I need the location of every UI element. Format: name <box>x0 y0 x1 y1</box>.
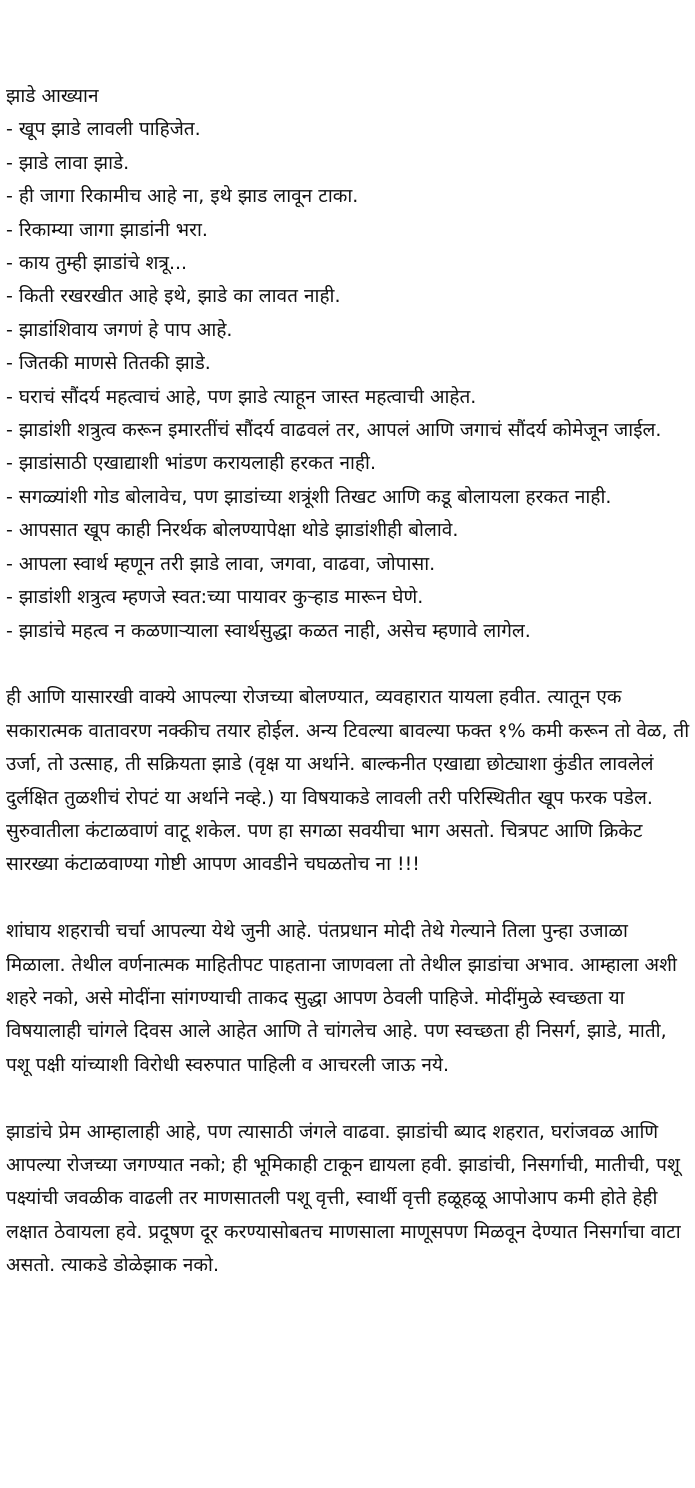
list-item: - आपसात खूप काही निरर्थक बोलण्यापेक्षा थोडे झाडांशीही बोलावे. <box>6 519 459 542</box>
list-item: - जितकी माणसे तितकी झाडे. <box>6 352 211 375</box>
list-item: - ही जागा रिकामीच आहे ना, इथे झाड लावून टाका. <box>6 185 359 208</box>
tree-slogan-list <box>6 113 690 648</box>
list-item: - झाडांशिवाय जगणं हे पाप आहे. <box>6 318 233 341</box>
list-item: - झाडांशी शत्रुत्व करून इमारतींचं सौंदर्य वाढवलं तर, आपलं आणि जगाचं सौंदर्य कोमेजून जाईल. <box>6 419 662 442</box>
list-item: - किती रखरखीत आहे इथे, झाडे का लावत नाही. <box>6 285 341 308</box>
list-item: - रिकाम्या जागा झाडांनी भरा. <box>6 218 208 241</box>
article-title: झाडे आख्यान <box>6 85 99 107</box>
paragraph-spacer <box>6 882 690 915</box>
list-item: - झाडांचे महत्व न कळणाऱ्याला स्वार्थसुद्धा कळत नाही, असेच म्हणावे लागेल. <box>6 619 531 642</box>
list-item: - झाडांसाठी एखाद्याशी भांडण करायलाही हरकत नाही. <box>6 452 376 475</box>
list-item: - झाडांशी शत्रुत्व म्हणजे स्वत:च्या पायावर कुऱ्हाड मारून घेणे. <box>6 586 424 609</box>
paragraph-spacer <box>6 648 690 681</box>
list-item: - घराचं सौंदर्य महत्वाचं आहे, पण झाडे त्याहून जास्त महत्वाची आहेत. <box>6 385 477 408</box>
paragraph-daily-speech: ही आणि यासारखी वाक्ये आपल्या रोजच्या बोलण्यात, व्यवहारात यायला हवीत. त्यातून एक सकारात्मक वातावरण नक्कीच तयार होईल. अन्य टिवल्या बावल्या फक्त १% कमी करून तो वेळ, ती उर्जा, तो उत्साह, ती सक्रियता झाडे (वृक्ष या अर्थाने. बाल्कनीत एखाद्या छोट्याशा कुंडीत लावलेलं दुर्लक्षित तुळशीचं रोपटं या अर्थाने नव्हे.) या विषयाकडे लावली तरी परिस्थितीत खूप फरक पडेल. सुरुवातीला कंटाळवाणं वाटू शकेल. पण हा सगळा सवयीचा भाग असतो. चित्रपट आणि क्रिकेट सारख्या कंटाळवाण्या गोष्टी आपण आवडीने चघळतोच ना !!! <box>6 686 690 876</box>
article <box>6 80 690 1283</box>
list-item: - खूप झाडे लावली पाहिजेत. <box>6 118 201 141</box>
list-item: - झाडे लावा झाडे. <box>6 151 130 174</box>
list-item: - आपला स्वार्थ म्हणून तरी झाडे लावा, जगवा, वाढवा, जोपासा. <box>6 552 436 575</box>
paragraph-spacer <box>6 1082 690 1115</box>
paragraph-love-of-trees: झाडांचे प्रेम आम्हालाही आहे, पण त्यासाठी जंगले वाढवा. झाडांची ब्याद शहरात, घरांजवळ आणि आपल्या रोजच्या जगण्यात नको; ही भूमिकाही टाकून द्यायला हवी. झाडांची, निसर्गाची, मातीची, पशू पक्ष्यांची जवळीक वाढली तर माणसातली पशू वृत्ती, स्वार्थी वृत्ती हळूहळू आपोआप कमी होते हेही लक्षात ठेवायला हवे. प्रदूषण दूर करण्यासोबतच माणसाला माणूसपण मिळवून देण्यात निसर्गाचा वाटा असतो. त्याकडे डोळेझाक नको. <box>6 1120 681 1277</box>
paragraph-shanghai: शांघाय शहराची चर्चा आपल्या येथे जुनी आहे. पंतप्रधान मोदी तेथे गेल्याने तिला पुन्हा उजाळा मिळाला. तेथील वर्णनात्मक माहितीपट पाहताना जाणवला तो तेथील झाडांचा अभाव. आम्हाला अशी शहरे नको, असे मोदींना सांगण्याची ताकद सुद्धा आपण ठेवली पाहिजे. मोदींमुळे स्वच्छता या विषयालाही चांगले दिवस आले आहेत आणि ते चांगलेच आहे. पण स्वच्छता ही निसर्ग, झाडे, माती, पशू पक्षी यांच्याशी विरोधी स्वरुपात पाहिली व आचरली जाऊ नये. <box>6 920 677 1076</box>
list-item: - काय तुम्ही झाडांचे शत्रू... <box>6 252 188 275</box>
list-item: - सगळ्यांशी गोड बोलावेच, पण झाडांच्या शत्रूंशी तिखट आणि कडू बोलायला हरकत नाही. <box>6 485 612 508</box>
